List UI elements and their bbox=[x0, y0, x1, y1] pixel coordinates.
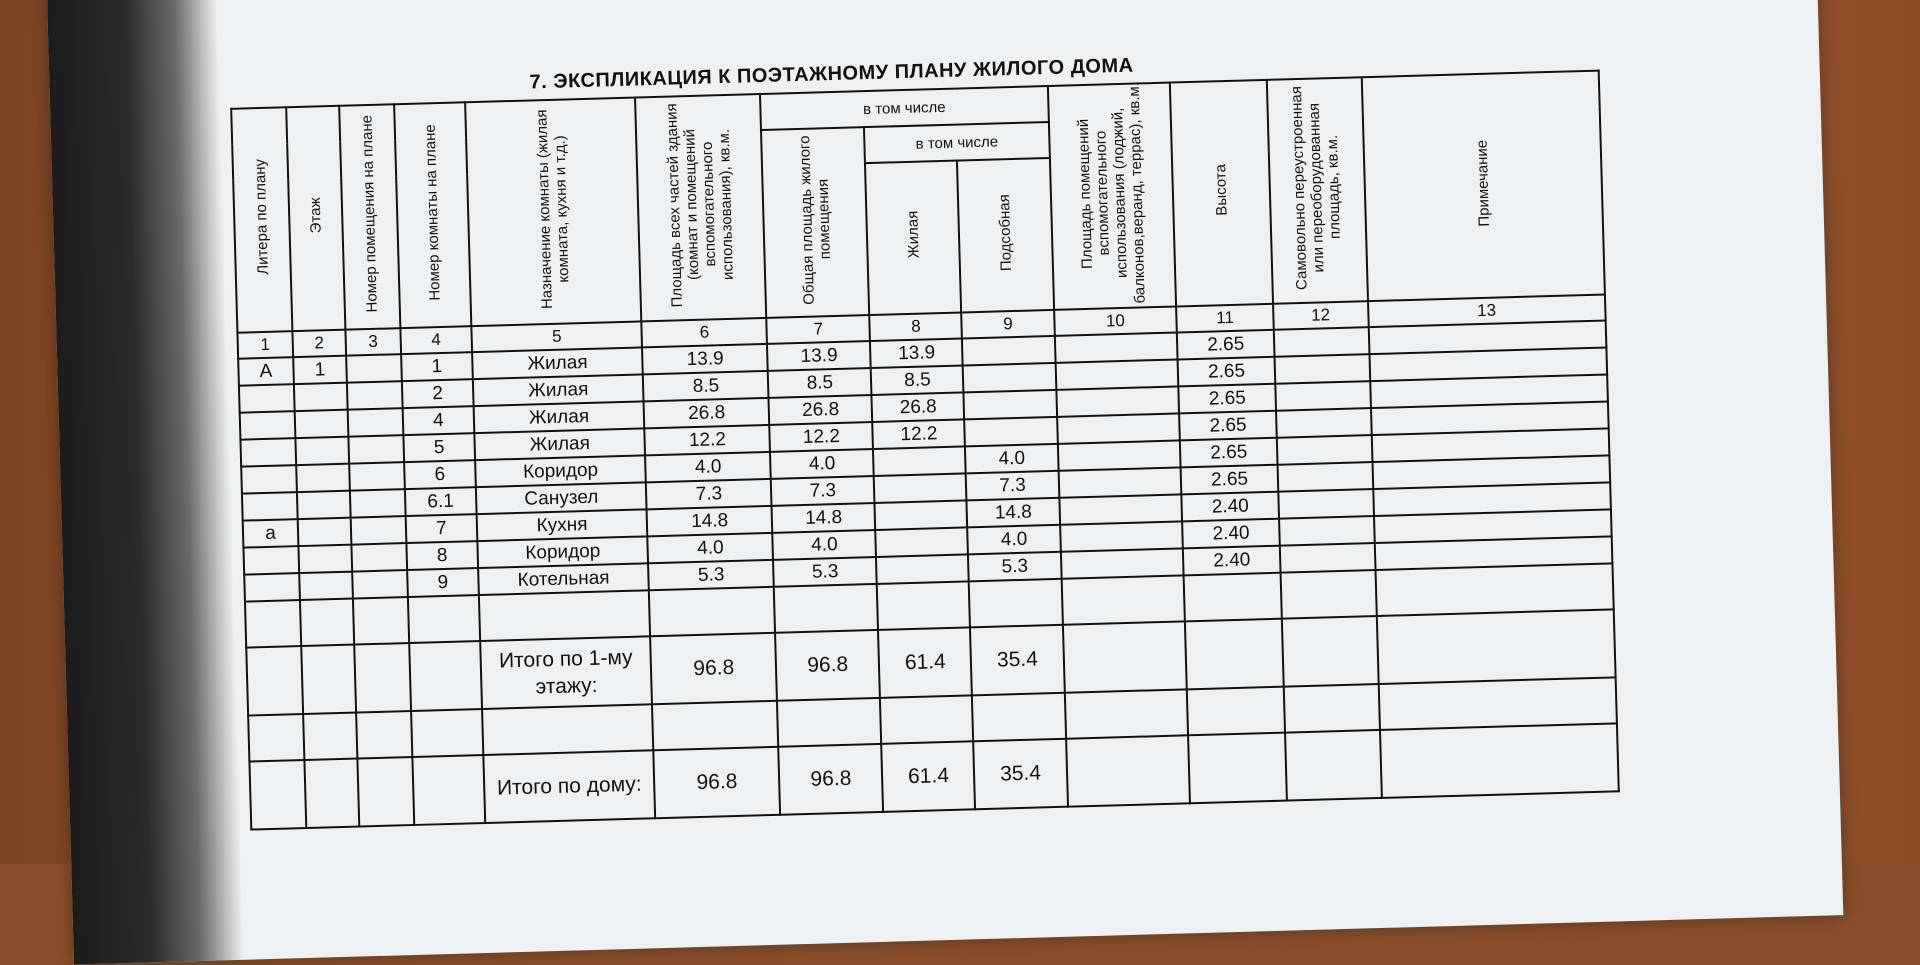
cell-litera bbox=[243, 546, 299, 575]
cell-nomer-komnaty: 2 bbox=[402, 379, 474, 408]
header-etazh: Этаж bbox=[286, 106, 345, 331]
cell-vspomog bbox=[1059, 494, 1182, 524]
cell-obshchaya: 26.8 bbox=[769, 395, 873, 425]
total-floor-podsobnaya: 35.4 bbox=[970, 625, 1064, 696]
cell-obshchaya: 4.0 bbox=[770, 449, 874, 479]
total-floor-obshchaya: 96.8 bbox=[775, 630, 880, 701]
cell-naznachenie: Жилая bbox=[473, 374, 644, 406]
cell-ploshchad-vsekh: 5.3 bbox=[648, 560, 774, 590]
cell-nomer-komnaty: 1 bbox=[401, 352, 473, 381]
cell-vysota: 2.65 bbox=[1178, 357, 1275, 387]
cell-nomer-pomeshcheniya bbox=[348, 435, 404, 464]
cell-nomer-komnaty: 9 bbox=[407, 568, 479, 597]
cell-nomer-komnaty: 6 bbox=[404, 460, 476, 489]
cell-samovolno bbox=[1280, 543, 1375, 573]
header-zhilaya: Жилая bbox=[865, 161, 961, 316]
column-number: 2 bbox=[292, 330, 346, 357]
photocopy-edge-shadow bbox=[47, 0, 244, 965]
cell-obshchaya: 7.3 bbox=[771, 476, 875, 506]
cell-zhilaya bbox=[874, 473, 967, 503]
cell-nomer-pomeshcheniya bbox=[351, 516, 407, 545]
header-v-tom-chisle-outer: в том числе bbox=[760, 86, 1048, 130]
cell-samovolno bbox=[1274, 327, 1369, 357]
cell-litera bbox=[241, 465, 297, 494]
cell-vspomog bbox=[1060, 521, 1183, 551]
total-floor-vsego: 96.8 bbox=[650, 633, 777, 704]
cell-nomer-pomeshcheniya bbox=[347, 381, 403, 410]
cell-vspomog bbox=[1057, 440, 1180, 470]
cell-litera: а bbox=[243, 519, 299, 548]
header-vysota: Высота bbox=[1170, 80, 1273, 307]
cell-obshchaya: 14.8 bbox=[772, 503, 876, 533]
cell-podsobnaya bbox=[962, 336, 1055, 366]
cell-nomer-komnaty: 7 bbox=[405, 514, 477, 543]
table-body bbox=[238, 321, 1612, 602]
cell-etazh bbox=[299, 572, 353, 600]
cell-podsobnaya: 4.0 bbox=[965, 444, 1058, 474]
cell-etazh: 1 bbox=[293, 356, 347, 384]
cell-nomer-pomeshcheniya bbox=[351, 543, 407, 572]
cell-litera bbox=[240, 438, 296, 467]
cell-obshchaya: 12.2 bbox=[769, 422, 873, 452]
cell-litera bbox=[244, 573, 300, 602]
cell-nomer-pomeshcheniya bbox=[346, 354, 402, 383]
cell-nomer-komnaty: 5 bbox=[403, 433, 475, 462]
cell-ploshchad-vsekh: 4.0 bbox=[645, 452, 771, 482]
total-house-obshchaya: 96.8 bbox=[778, 744, 883, 815]
cell-nomer-pomeshcheniya bbox=[349, 462, 405, 491]
cell-naznachenie: Жилая bbox=[473, 401, 644, 433]
cell-samovolno bbox=[1275, 381, 1370, 411]
cell-etazh bbox=[295, 437, 349, 465]
cell-obshchaya: 5.3 bbox=[773, 557, 877, 587]
column-number: 7 bbox=[766, 315, 870, 344]
header-obshchaya: Общая площадь жилого помещения bbox=[761, 127, 869, 318]
header-v-tom-chisle-inner: в том числе bbox=[864, 122, 1049, 163]
cell-litera bbox=[239, 384, 295, 413]
cell-podsobnaya bbox=[964, 390, 1057, 420]
column-number: 6 bbox=[642, 318, 768, 347]
cell-ploshchad-vsekh: 4.0 bbox=[648, 533, 774, 563]
cell-obshchaya: 13.9 bbox=[767, 341, 871, 371]
cell-vspomog bbox=[1057, 413, 1180, 443]
cell-vysota: 2.65 bbox=[1181, 465, 1278, 495]
total-house-label: Итого по дому: bbox=[483, 750, 655, 823]
cell-podsobnaya: 5.3 bbox=[968, 552, 1061, 582]
column-number: 5 bbox=[471, 321, 642, 352]
header-naznachenie: Назначение комнаты (жилая комната, кухня и т.д.) bbox=[465, 98, 642, 327]
cell-naznachenie: Жилая bbox=[472, 347, 643, 379]
header-podsobnaya: Подсобная bbox=[957, 158, 1053, 313]
cell-zhilaya bbox=[876, 554, 969, 584]
cell-litera bbox=[242, 492, 298, 521]
cell-ploshchad-vsekh: 8.5 bbox=[643, 371, 769, 401]
cell-nomer-komnaty: 6.1 bbox=[405, 487, 477, 516]
cell-etazh bbox=[298, 545, 352, 573]
column-number: 12 bbox=[1273, 301, 1368, 330]
cell-nomer-komnaty: 4 bbox=[402, 406, 474, 435]
cell-zhilaya bbox=[873, 446, 966, 476]
cell-naznachenie: Коридор bbox=[477, 536, 648, 568]
cell-zhilaya: 13.9 bbox=[870, 338, 963, 368]
cell-etazh bbox=[296, 464, 350, 492]
cell-etazh bbox=[295, 410, 349, 438]
cell-nomer-pomeshcheniya bbox=[348, 408, 404, 437]
cell-nomer-komnaty: 8 bbox=[406, 541, 478, 570]
cell-ploshchad-vsekh: 7.3 bbox=[646, 479, 772, 509]
cell-nomer-pomeshcheniya bbox=[350, 489, 406, 518]
cell-podsobnaya: 14.8 bbox=[967, 498, 1060, 528]
cell-samovolno bbox=[1277, 435, 1372, 465]
column-number: 10 bbox=[1054, 306, 1177, 335]
cell-podsobnaya bbox=[965, 417, 1058, 447]
total-house-vsego: 96.8 bbox=[654, 747, 781, 818]
cell-naznachenie: Котельная bbox=[478, 563, 649, 595]
cell-etazh bbox=[298, 518, 352, 546]
cell-vspomog bbox=[1058, 467, 1181, 497]
cell-nomer-pomeshcheniya bbox=[352, 570, 408, 599]
column-number: 8 bbox=[870, 312, 963, 341]
column-number: 4 bbox=[400, 326, 472, 354]
cell-samovolno bbox=[1274, 354, 1369, 384]
cell-naznachenie: Кухня bbox=[476, 509, 647, 541]
column-number: 13 bbox=[1368, 295, 1606, 328]
column-number: 9 bbox=[962, 310, 1055, 339]
total-house-podsobnaya: 35.4 bbox=[974, 739, 1068, 810]
cell-vspomog bbox=[1054, 332, 1177, 362]
cell-vspomog bbox=[1060, 548, 1183, 578]
column-number: 1 bbox=[237, 331, 293, 359]
cell-litera: А bbox=[238, 357, 294, 386]
cell-vysota: 2.65 bbox=[1177, 330, 1274, 360]
cell-podsobnaya bbox=[963, 363, 1056, 393]
cell-vysota: 2.65 bbox=[1180, 438, 1277, 468]
header-litera: Литера по плану bbox=[231, 107, 292, 332]
cell-litera bbox=[240, 411, 296, 440]
cell-podsobnaya: 7.3 bbox=[966, 471, 1059, 501]
cell-vysota: 2.40 bbox=[1182, 492, 1279, 522]
header-samovolno: Самовольно переустроенная или переоборудованная площадь, кв.м. bbox=[1267, 77, 1368, 304]
header-ploshchad-vspomog: Площадь помещений вспомогательного использования (лоджий, балконов,веранд, террас), кв.м. bbox=[1047, 83, 1176, 310]
header-nomer-pomeshcheniya: Номер помещения на плане bbox=[339, 104, 400, 329]
cell-samovolno bbox=[1276, 408, 1371, 438]
cell-samovolno bbox=[1278, 489, 1373, 519]
cell-vysota: 2.65 bbox=[1179, 384, 1276, 414]
total-house-zhilaya: 61.4 bbox=[882, 741, 976, 812]
cell-zhilaya: 26.8 bbox=[872, 392, 965, 422]
cell-zhilaya bbox=[875, 500, 968, 530]
cell-ploshchad-vsekh: 12.2 bbox=[645, 425, 771, 455]
column-number: 11 bbox=[1176, 304, 1273, 333]
cell-ploshchad-vsekh: 26.8 bbox=[644, 398, 770, 428]
document-sheet bbox=[47, 0, 1844, 965]
cell-vysota: 2.40 bbox=[1183, 546, 1280, 576]
cell-vspomog bbox=[1056, 386, 1179, 416]
cell-ploshchad-vsekh: 14.8 bbox=[647, 506, 773, 536]
cell-naznachenie: Санузел bbox=[476, 482, 647, 514]
cell-etazh bbox=[297, 491, 351, 519]
cell-naznachenie: Жилая bbox=[474, 428, 645, 460]
total-floor-zhilaya: 61.4 bbox=[878, 627, 972, 698]
document-title: 7. ЭКСПЛИКАЦИЯ К ПОЭТАЖНОМУ ПЛАНУ ЖИЛОГО ДОМА bbox=[529, 55, 1134, 95]
cell-podsobnaya: 4.0 bbox=[968, 525, 1061, 555]
cell-zhilaya bbox=[876, 527, 969, 557]
header-primechanie: Примечание bbox=[1361, 71, 1605, 302]
cell-obshchaya: 4.0 bbox=[772, 530, 876, 560]
header-nomer-komnaty: Номер комнаты на плане bbox=[394, 102, 471, 328]
cell-etazh bbox=[294, 383, 348, 411]
cell-zhilaya: 12.2 bbox=[873, 419, 966, 449]
total-floor-label: Итого по 1-му этажу: bbox=[480, 636, 652, 709]
cell-vysota: 2.65 bbox=[1179, 411, 1276, 441]
cell-samovolno bbox=[1277, 462, 1372, 492]
cell-vspomog bbox=[1055, 359, 1178, 389]
cell-obshchaya: 8.5 bbox=[768, 368, 872, 398]
header-ploshchad-vsekh: Площадь всех частей здания (комнат и помещений вспомогательного использования), кв.м. bbox=[635, 94, 766, 321]
cell-samovolno bbox=[1279, 516, 1374, 546]
cell-vysota: 2.40 bbox=[1182, 519, 1279, 549]
column-number: 3 bbox=[345, 328, 401, 356]
cell-naznachenie: Коридор bbox=[475, 455, 646, 487]
cell-zhilaya: 8.5 bbox=[871, 365, 964, 395]
explication-table bbox=[230, 70, 1620, 831]
cell-ploshchad-vsekh: 13.9 bbox=[642, 344, 768, 374]
